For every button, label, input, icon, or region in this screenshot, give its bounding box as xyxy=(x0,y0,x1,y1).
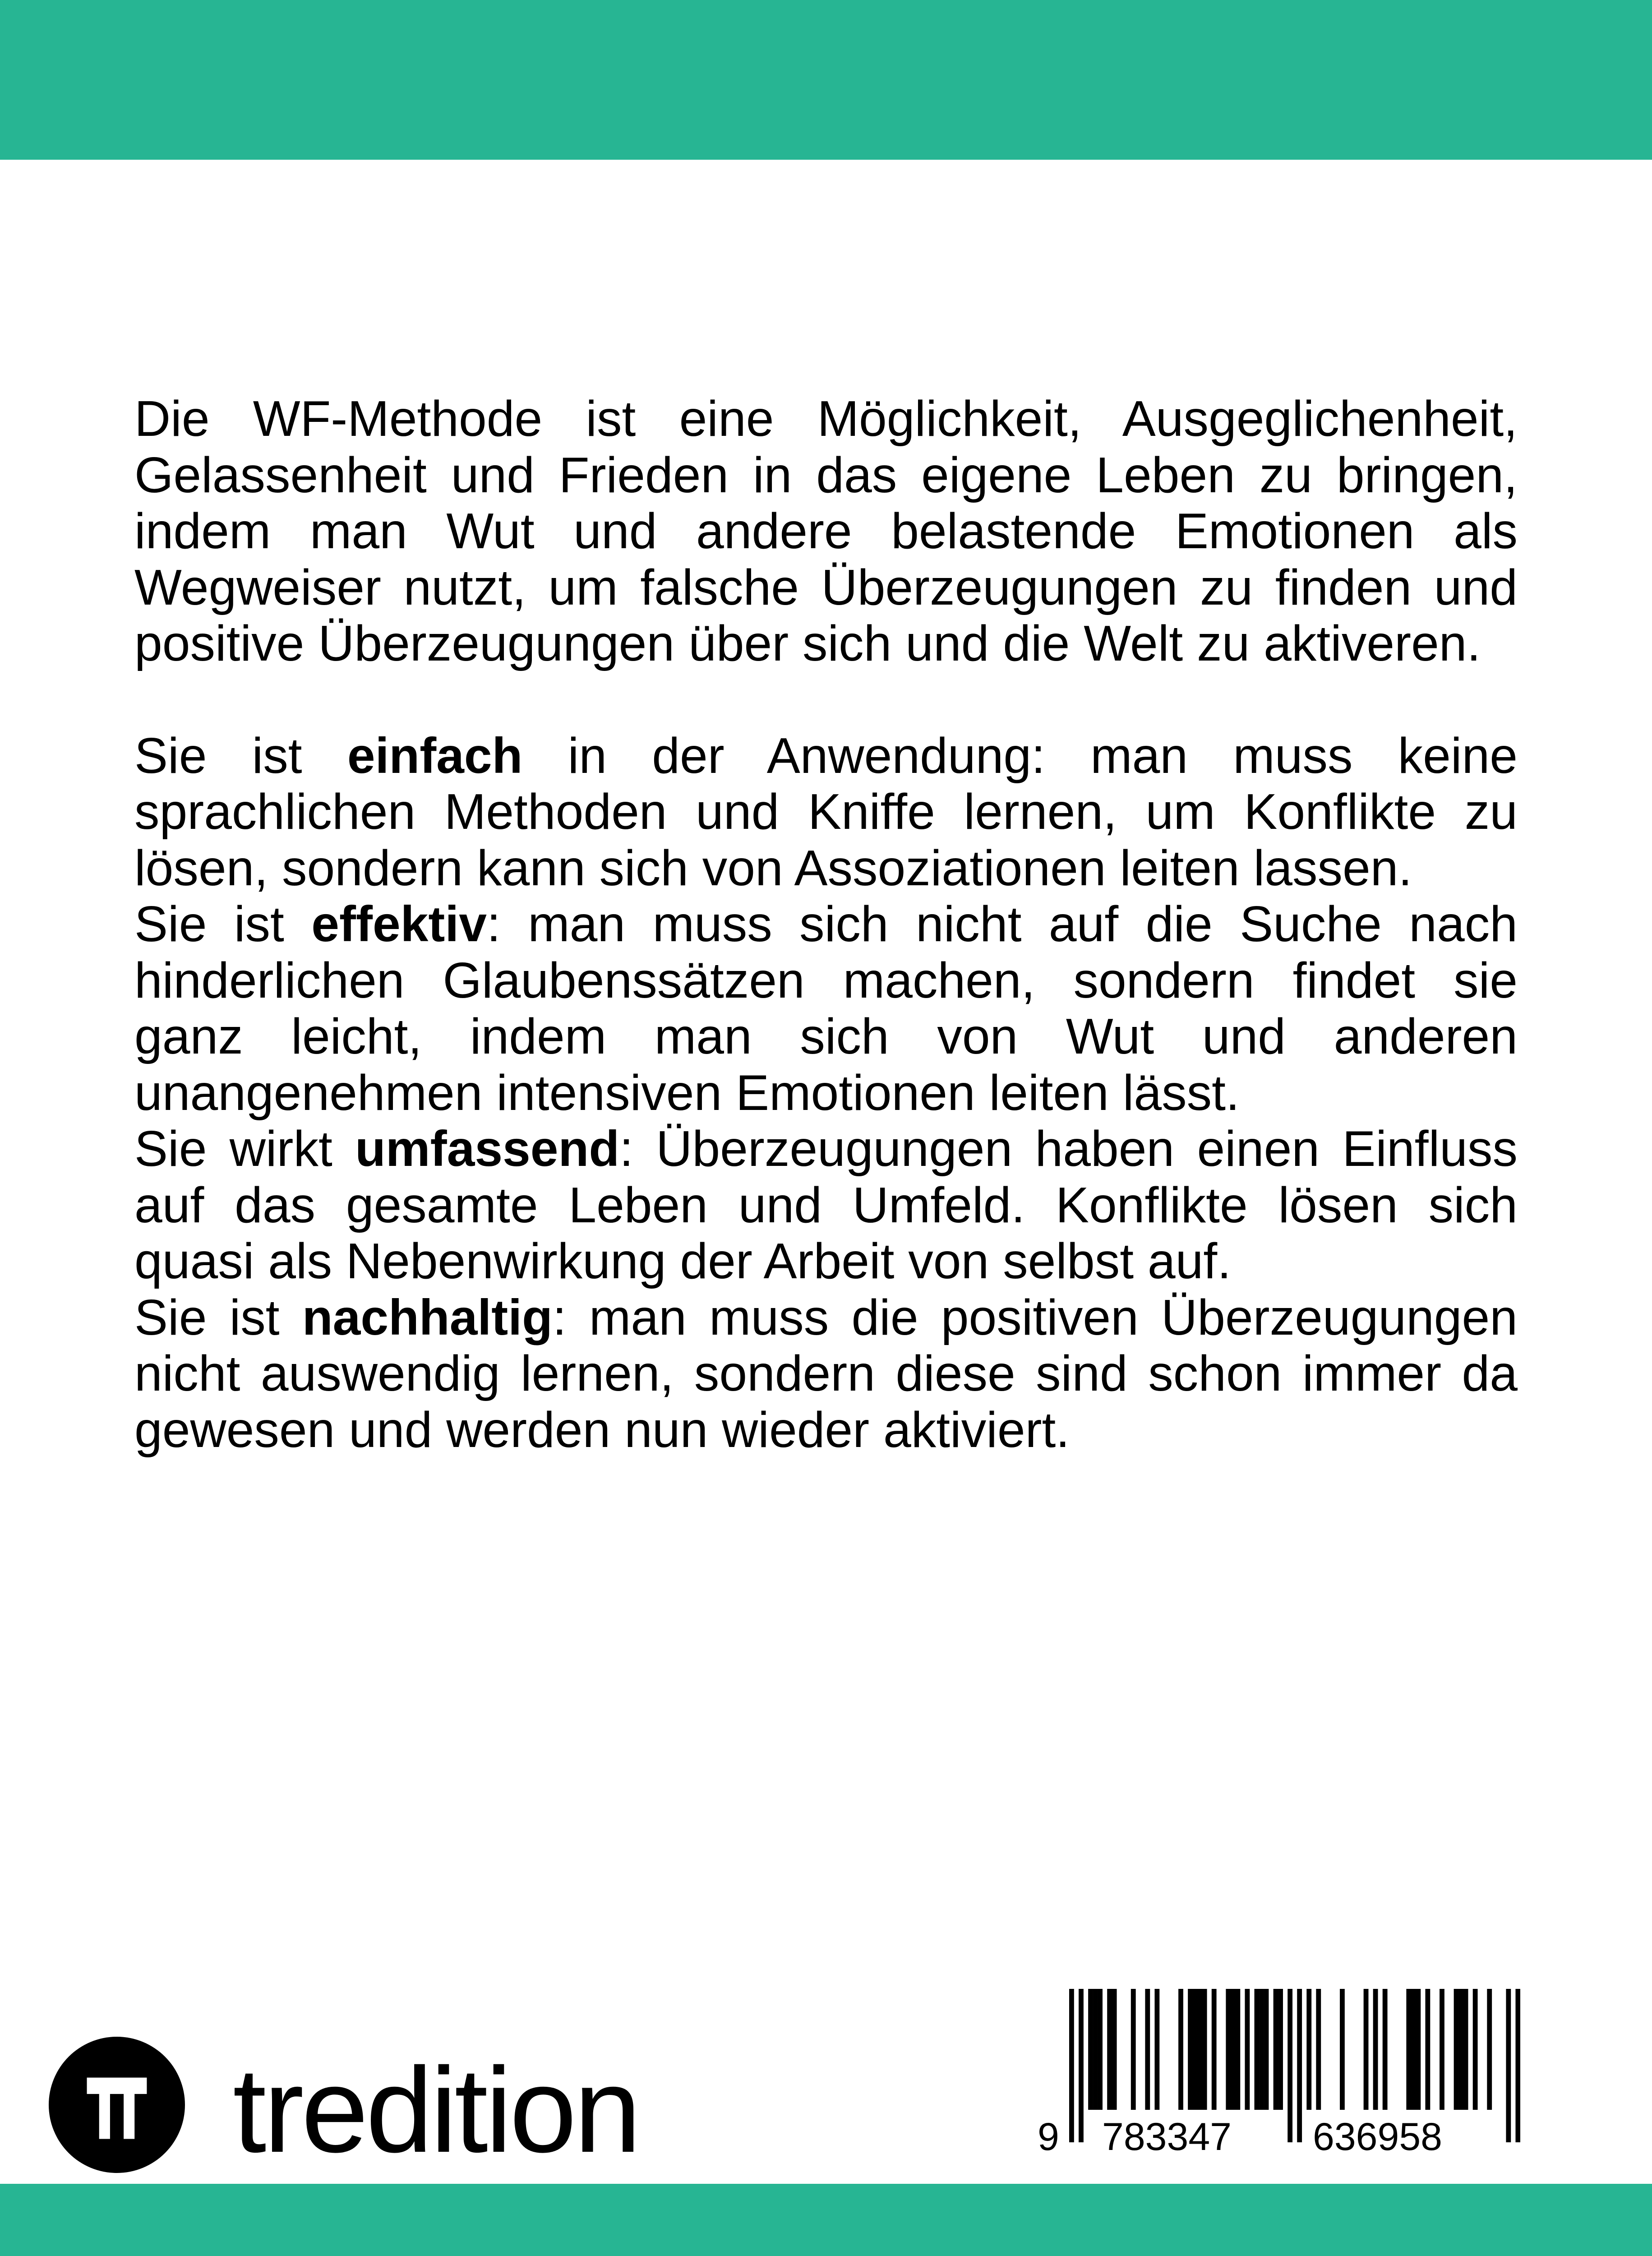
bottom-color-band xyxy=(0,2184,1652,2256)
barcode-bar xyxy=(1245,1989,1250,2110)
paragraph-nachhaltig-text: : man muss die positiven Überzeugungen nicht auswendig lernen, sondern diese sind schon immer da gewesen und werden nun wieder aktiviert. xyxy=(134,1289,1518,1458)
keyword-effektiv: effektiv xyxy=(311,896,487,952)
barcode-bar xyxy=(1107,1989,1112,2110)
barcode-bar xyxy=(1131,1989,1136,2110)
paragraph-nachhaltig-lead: Sie ist xyxy=(134,1289,302,1345)
keyword-einfach: einfach xyxy=(347,727,523,784)
barcode-bar xyxy=(1259,1989,1264,2110)
barcode-bar xyxy=(1202,1989,1207,2110)
paragraph-umfassend-lead: Sie wirkt xyxy=(134,1121,355,1177)
barcode-bar xyxy=(1454,1989,1459,2110)
barcode-bar xyxy=(1373,1989,1378,2110)
publisher-name: tredition xyxy=(233,2042,639,2177)
barcode-bar xyxy=(1226,1989,1231,2110)
barcode-bar xyxy=(1406,1989,1411,2110)
barcode-bar xyxy=(1364,1989,1369,2110)
barcode-bar xyxy=(1145,1989,1150,2110)
barcode-bar xyxy=(1463,1989,1468,2110)
barcode-bar xyxy=(1212,1989,1217,2110)
barcode-digit-first: 9 xyxy=(1038,2115,1059,2159)
keyword-umfassend: umfassend xyxy=(355,1121,620,1177)
paragraph-einfach-text: in der Anwendung: man muss keine sprachlichen Methoden und Kniffe lernen, um Konflikte zu lösen, sondern kann sich von Assoziationen leiten lassen. xyxy=(134,727,1518,896)
back-cover-description xyxy=(134,391,1518,1458)
barcode-digits-left: 783347 xyxy=(1102,2115,1232,2159)
barcode-bar xyxy=(1235,1989,1240,2110)
barcode-bar xyxy=(1112,1989,1117,2110)
barcode-bar xyxy=(1154,1989,1159,2110)
keyword-nachhaltig: nachhaltig xyxy=(302,1289,553,1345)
paragraph-einfach-lead: Sie ist xyxy=(134,727,347,784)
paragraph-umfassend xyxy=(134,1121,1518,1290)
barcode-bar xyxy=(1088,1989,1093,2110)
paragraph-umfassend-text: : Überzeugungen haben einen Einfluss auf das gesamte Leben und Umfeld. Konflikte lösen sich quasi als Nebenwirkung der Arbeit von selbst auf. xyxy=(134,1121,1518,1289)
barcode-bar xyxy=(1458,1989,1463,2110)
barcode-digits-right: 636958 xyxy=(1313,2115,1442,2159)
barcode-bar xyxy=(1340,1989,1345,2110)
barcode-bar xyxy=(1231,1989,1236,2110)
barcode-bar xyxy=(1098,1989,1103,2110)
barcode-bar xyxy=(1416,1989,1421,2110)
barcode-bar xyxy=(1188,1989,1193,2110)
barcode-bar xyxy=(1274,1989,1278,2110)
barcode-bar xyxy=(1515,1989,1520,2142)
barcode-bar xyxy=(1306,1989,1311,2110)
paragraph-einfach xyxy=(134,728,1518,897)
barcode-bar xyxy=(1264,1989,1269,2110)
barcode-bar xyxy=(1079,1989,1084,2142)
top-color-band xyxy=(0,0,1652,160)
barcode-bar xyxy=(1473,1989,1478,2110)
barcode-bar xyxy=(1093,1989,1098,2110)
isbn-barcode xyxy=(1038,1989,1520,2160)
publisher-logo xyxy=(49,2037,725,2177)
barcode-bar xyxy=(1506,1989,1511,2142)
paragraph-nachhaltig xyxy=(134,1290,1518,1458)
paragraph-intro: Die WF-Methode ist eine Möglichkeit, Ausgeglichenheit, Gelassenheit und Frieden in das eigene Leben zu bringen, indem man Wut und andere belastende Emotionen als Wegweiser nutzt, um falsche Überzeugungen zu finden und positive Überzeugungen über sich und die Welt zu aktiveren. xyxy=(134,391,1518,671)
barcode-bar xyxy=(1197,1989,1202,2110)
barcode-bar xyxy=(1487,1989,1492,2110)
barcode-bar xyxy=(1440,1989,1444,2110)
barcode-bar xyxy=(1425,1989,1430,2110)
tredition-logo-icon xyxy=(49,2037,185,2173)
paragraph-effektiv xyxy=(134,896,1518,1121)
barcode-bar xyxy=(1287,1989,1292,2142)
barcode-bar xyxy=(1316,1989,1321,2110)
barcode-bar xyxy=(1069,1989,1074,2142)
paragraph-effektiv-lead: Sie ist xyxy=(134,896,312,952)
barcode-bar xyxy=(1193,1989,1198,2110)
barcode-bar xyxy=(1297,1989,1302,2142)
barcode-bar xyxy=(1383,1989,1388,2110)
barcode-bar xyxy=(1278,1989,1283,2110)
paragraph-effektiv-text: : man muss sich nicht auf die Suche nach hinderlichen Glaubenssätzen machen, sondern findet sie ganz leicht, indem man sich von Wut und anderen unangenehmen intensiven Emotionen leiten lässt. xyxy=(134,896,1518,1121)
barcode-bar xyxy=(1178,1989,1183,2110)
barcode-bar xyxy=(1255,1989,1260,2110)
barcode-bar xyxy=(1411,1989,1416,2110)
